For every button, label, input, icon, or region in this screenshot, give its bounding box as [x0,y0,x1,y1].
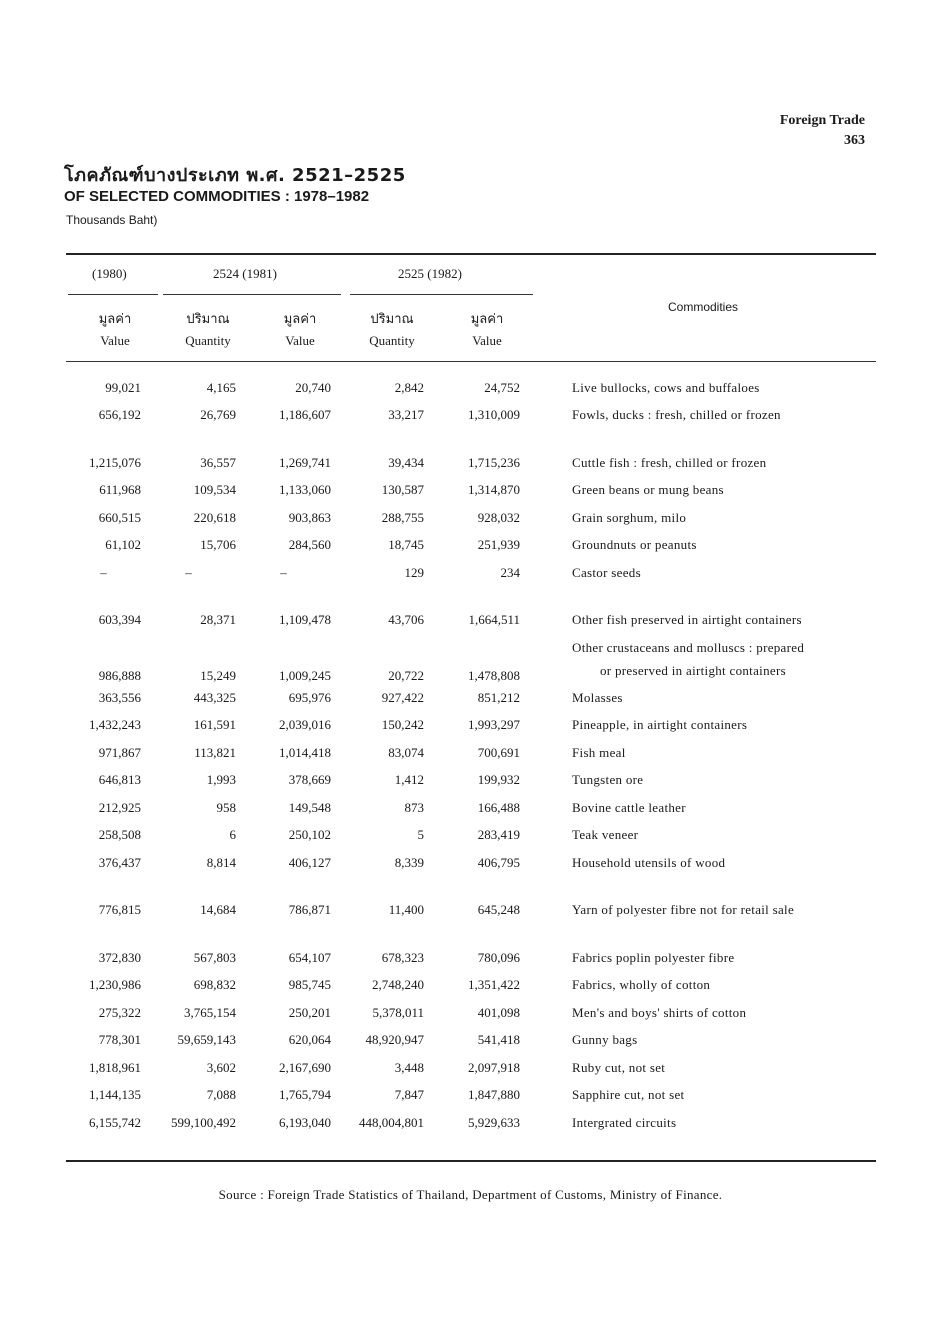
cell-number: 14,684 [200,902,236,918]
table-row [66,684,902,712]
cell-number: 780,096 [477,949,520,965]
cell-number: 59,659,143 [177,1032,236,1048]
cell-number: 1,215,076 [89,454,141,470]
cell-number: 1,412 [394,772,424,788]
cell-commodity: Gunny bags [572,1032,638,1048]
row-spacer [66,587,902,607]
cell-number: 985,745 [288,977,331,993]
cell-commodity: Cuttle fish : fresh, chilled or frozen [572,454,767,470]
cell-number: 599,100,492 [171,1114,236,1130]
cell-number: 1,009,245 [279,668,331,683]
cell-number: 678,323 [381,949,424,965]
cell-number: 646,813 [98,772,141,788]
cell-number: 776,815 [98,902,141,918]
section-title: Foreign Trade [779,113,865,128]
table-row [66,374,902,402]
table-row [66,504,902,532]
cell-number: 20,740 [295,379,331,395]
cell-number: 2,842 [394,379,424,395]
cell-number: 1,993,297 [468,717,520,733]
cell-number: 283,419 [477,827,520,843]
cell-commodity: Intergrated circuits [572,1114,677,1130]
cell-number: 1,818,961 [89,1059,141,1075]
cell-number: 376,437 [98,854,141,870]
cell-commodity: Molasses [572,689,623,705]
cell-number: – [185,564,192,580]
group-header-1982: 2525 (1982) [398,266,462,281]
cell-commodity: Fowls, ducks : fresh, chilled or frozen [572,407,781,423]
col-header-value-1980: มูลค่า Value [98,311,132,348]
cell-number: 3,448 [394,1059,424,1075]
cell-number: 15,706 [200,537,236,553]
cell-commodity: Green beans or mung beans [572,482,724,498]
cell-number: 36,557 [200,454,236,470]
top-rule [66,253,876,255]
cell-number: 1,351,422 [468,977,520,993]
cell-number: 443,325 [193,689,236,705]
cell-number: 288,755 [381,509,424,525]
cell-number: 6,193,040 [279,1114,331,1130]
cell-number: 61,102 [105,537,141,553]
title-english: OF SELECTED COMMODITIES : 1978–1982 [64,188,370,205]
title-thai: โภคภัณฑ์บางประเภท พ.ศ. 2521–2525 [64,165,406,186]
cell-number: 2,167,690 [279,1059,331,1075]
cell-number: 113,821 [194,744,236,760]
cell-number: 903,863 [288,509,331,525]
cell-number: 8,814 [206,854,236,870]
cell-number: 1,186,607 [279,407,331,423]
row-spacer [66,429,902,449]
cell-number: 1,230,986 [89,977,141,993]
cell-number: 6,155,742 [89,1114,141,1130]
cell-number: 1,269,741 [279,454,331,470]
cell-commodity: Grain sorghum, milo [572,509,687,525]
cell-number: 1,715,236 [468,454,520,470]
table-row [66,972,902,1000]
cell-number: 1,109,478 [279,612,331,628]
cell-number: 6 [229,827,236,843]
cell-number: 150,242 [381,717,424,733]
cell-number: 1,144,135 [89,1087,141,1103]
cell-number: 698,832 [193,977,236,993]
table-row [66,559,902,587]
cell-number: 603,394 [98,612,141,628]
table-row [66,849,902,877]
table-row [66,1082,902,1110]
cell-number: 5 [417,827,424,843]
cell-number: 401,098 [477,1004,520,1020]
table-row [66,449,902,477]
cell-number: 11,400 [388,902,424,918]
cell-commodity: Castor seeds [572,564,641,580]
cell-number: 5,378,011 [372,1004,424,1020]
table-row [66,402,902,430]
table-row [66,822,902,850]
source-note: Source : Foreign Trade Statistics of Thailand, Department of Customs, Ministry of Finance. [218,1187,723,1202]
page-header [780,111,865,151]
cell-number: 1,765,794 [279,1087,331,1103]
group-rule-1981 [163,294,341,295]
cell-number: 873 [404,799,424,815]
cell-number: 28,371 [200,612,236,628]
cell-number: 958 [216,799,236,815]
cell-number: 250,102 [288,827,331,843]
table-row [66,477,902,505]
cell-number: 778,301 [98,1032,141,1048]
cell-number: 406,795 [477,854,520,870]
cell-number: 8,339 [394,854,424,870]
cell-number: 700,691 [477,744,520,760]
cell-number: 250,201 [288,1004,331,1020]
cell-number: 1,310,009 [468,407,520,423]
table-row [66,739,902,767]
table-row [66,634,902,684]
cell-number: 1,133,060 [279,482,331,498]
cell-number: 2,748,240 [372,977,424,993]
cell-number: 645,248 [477,902,520,918]
table-row [66,999,902,1027]
cell-number: 654,107 [288,949,331,965]
table-row [66,1054,902,1082]
table-row [66,1109,902,1137]
cell-number: 372,830 [98,949,141,965]
group-header-1981: 2524 (1981) [213,266,277,281]
cell-number: 275,322 [98,1004,141,1020]
table-row [66,767,902,795]
cell-number: 695,976 [288,689,331,705]
cell-commodity: Bovine cattle leather [572,799,686,815]
cell-number: 212,925 [98,799,141,815]
cell-number: 4,165 [206,379,236,395]
cell-commodity: Sapphire cut, not set [572,1087,685,1103]
cell-number: 1,314,870 [468,482,520,498]
cell-number: 130,587 [381,482,424,498]
cell-number: 43,706 [388,612,424,628]
col-header-value-1981: มูลค่า Value [283,311,317,348]
header-rule [66,361,876,362]
cell-number: 129 [404,564,424,580]
cell-number: 541,418 [477,1032,520,1048]
group-rule-1982 [350,294,533,295]
cell-commodity: Men's and boys' shirts of cotton [572,1004,747,1020]
cell-number: 363,556 [98,689,141,705]
cell-commodity: Household utensils of wood [572,854,726,870]
cell-commodity: Other crustaceans and molluscs : prepared or preserved in airtight containers [572,640,805,678]
cell-commodity: Other fish preserved in airtight containers [572,612,802,628]
col-header-quantity-1982: ปริมาณ Quantity [369,311,415,348]
cell-number: 7,088 [206,1087,236,1103]
cell-commodity: Live bullocks, cows and buffaloes [572,379,760,395]
cell-number: 1,847,880 [468,1087,520,1103]
cell-number: 149,548 [288,799,331,815]
cell-number: 656,192 [98,407,141,423]
row-spacer [66,877,902,897]
cell-commodity: Tungsten ore [572,772,644,788]
cell-number: 927,422 [381,689,424,705]
cell-number: 83,074 [388,744,424,760]
cell-number: 20,722 [388,668,424,683]
bottom-rule [66,1160,876,1162]
cell-number: 3,765,154 [184,1004,236,1020]
cell-number: 1,664,511 [468,612,520,628]
cell-number: 971,867 [98,744,141,760]
cell-number: 7,847 [394,1087,424,1103]
cell-number: 26,769 [200,407,236,423]
cell-number: – [100,564,107,580]
cell-number: 161,591 [193,717,236,733]
cell-number: 620,064 [288,1032,331,1048]
cell-number: 986,888 [98,668,141,683]
cell-commodity: Fabrics, wholly of cotton [572,977,711,993]
cell-number: 448,004,801 [359,1114,424,1130]
cell-number: 220,618 [193,509,236,525]
cell-number: 928,032 [477,509,520,525]
cell-commodity: Teak veneer [572,827,639,843]
cell-number: – [280,564,287,580]
table-row [66,944,902,972]
table-row [66,1027,902,1055]
cell-commodity: Yarn of polyester fibre not for retail sale [572,902,795,918]
unit-subtitle: Thousands Baht) [66,213,158,227]
cell-commodity: Fabrics poplin polyester fibre [572,949,735,965]
cell-number: 2,039,016 [279,717,331,733]
cell-number: 2,097,918 [468,1059,520,1075]
cell-number: 18,745 [388,537,424,553]
group-rule-1980 [68,294,158,295]
table-row [66,532,902,560]
cell-commodity: Groundnuts or peanuts [572,537,697,553]
group-header-1980: (1980) [92,266,127,281]
cell-number: 611,968 [99,482,141,498]
col-header-commodities: Commodities [667,300,739,314]
cell-number: 39,434 [388,454,424,470]
row-spacer [66,924,902,944]
cell-number: 851,212 [477,689,520,705]
cell-number: 284,560 [288,537,331,553]
table-row [66,897,902,925]
cell-number: 5,929,633 [468,1114,520,1130]
cell-number: 1,014,418 [279,744,331,760]
cell-number: 15,249 [200,668,236,683]
cell-number: 1,993 [206,772,236,788]
table-row [66,794,902,822]
col-header-value-1982: มูลค่า Value [470,311,504,348]
cell-commodity: Fish meal [572,744,626,760]
cell-number: 258,508 [98,827,141,843]
cell-commodity: Pineapple, in airtight containers [572,717,748,733]
cell-number: 199,932 [477,772,520,788]
table-row [66,712,902,740]
cell-number: 660,515 [98,509,141,525]
commodity-table [66,374,902,1137]
cell-number: 1,478,808 [468,668,520,683]
cell-number: 109,534 [193,482,236,498]
page-number: 363 [844,133,865,148]
cell-number: 99,021 [105,379,141,395]
cell-number: 406,127 [288,854,331,870]
cell-number: 251,939 [477,537,520,553]
cell-number: 24,752 [484,379,520,395]
table-row [66,607,902,635]
cell-number: 234 [500,564,520,580]
col-header-quantity-1981: ปริมาณ Quantity [185,311,231,348]
cell-number: 33,217 [388,407,424,423]
cell-number: 1,432,243 [89,717,141,733]
cell-number: 786,871 [288,902,331,918]
cell-number: 567,803 [193,949,236,965]
cell-number: 166,488 [477,799,520,815]
cell-number: 378,669 [288,772,331,788]
cell-commodity: Ruby cut, not set [572,1059,666,1075]
cell-number: 3,602 [206,1059,236,1075]
cell-number: 48,920,947 [365,1032,424,1048]
